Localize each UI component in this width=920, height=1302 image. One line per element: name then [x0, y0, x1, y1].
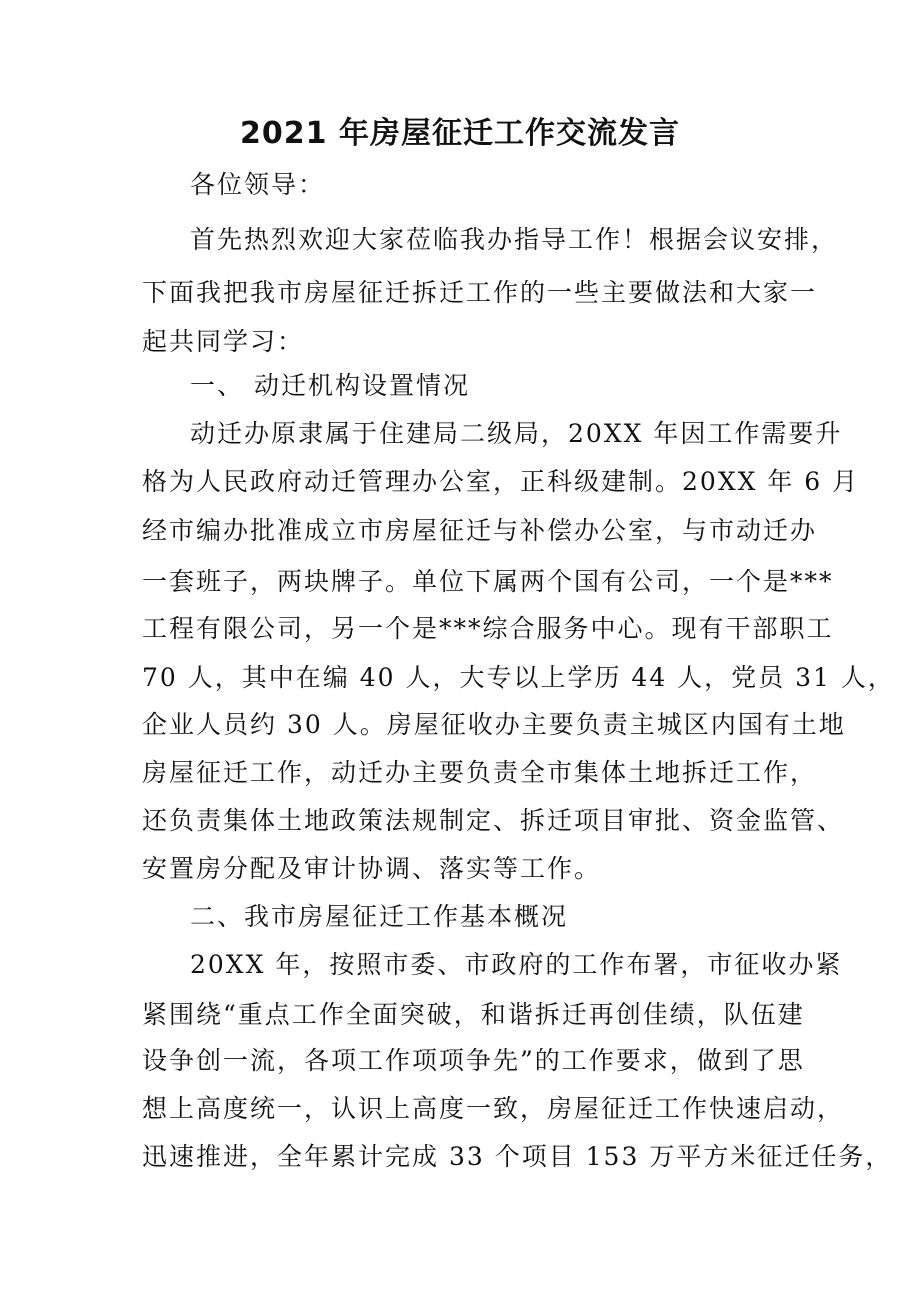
- text-line: 工程有限公司，另一个是***综合服务中心。现有干部职工: [142, 614, 834, 643]
- text-line: 设争创一流，各项工作项项争先”的工作要求，做到了思: [142, 1046, 805, 1075]
- text-line: 想上高度统一，认识上高度一致，房屋征迁工作快速启动，: [142, 1094, 845, 1123]
- text-line: 安置房分配及审计协调、落实等工作。: [142, 854, 602, 883]
- text-line: 起共同学习：: [142, 327, 305, 356]
- text-line: 70 人，其中在编 40 人，大专以上学历 44 人，党员 31 人，: [142, 663, 895, 692]
- section-heading: 一、 动迁机构设置情况: [190, 371, 470, 400]
- section-heading: 二、我市房屋征迁工作基本概况: [190, 902, 569, 931]
- text-line: 还负责集体土地政策法规制定、拆迁项目审批、资金监管、: [142, 806, 845, 835]
- text-line: 企业人员约 30 人。房屋征收办主要负责主城区内国有土地: [142, 710, 846, 739]
- text-line: 下面我把我市房屋征迁拆迁工作的一些主要做法和大家一: [142, 278, 818, 307]
- page-title: 2021 年房屋征迁工作交流发言: [240, 116, 680, 151]
- text-line: 一套班子，两块牌子。单位下属两个国有公司，一个是***: [142, 567, 834, 596]
- text-line: 紧围绕“重点工作全面突破，和谐拆迁再创佳绩，队伍建: [142, 1000, 805, 1029]
- text-line: 动迁办原隶属于住建局二级局，20XX 年因工作需要升: [190, 419, 843, 448]
- text-line: 格为人民政府动迁管理办公室，正科级建制。20XX 年 6 月: [142, 467, 860, 496]
- text-line: 首先热烈欢迎大家莅临我办指导工作！根据会议安排，: [190, 225, 839, 254]
- text-line: 20XX 年，按照市委、市政府的工作布署，市征收办紧: [190, 950, 843, 979]
- text-line: 迅速推进，全年累计完成 33 个项目 153 万平方米征迁任务，: [142, 1142, 893, 1171]
- text-line: 各位领导：: [190, 170, 326, 199]
- text-line: 经市编办批准成立市房屋征迁与补偿办公室，与市动迁办: [142, 516, 818, 545]
- text-line: 房屋征迁工作，动迁办主要负责全市集体土地拆迁工作，: [142, 758, 818, 787]
